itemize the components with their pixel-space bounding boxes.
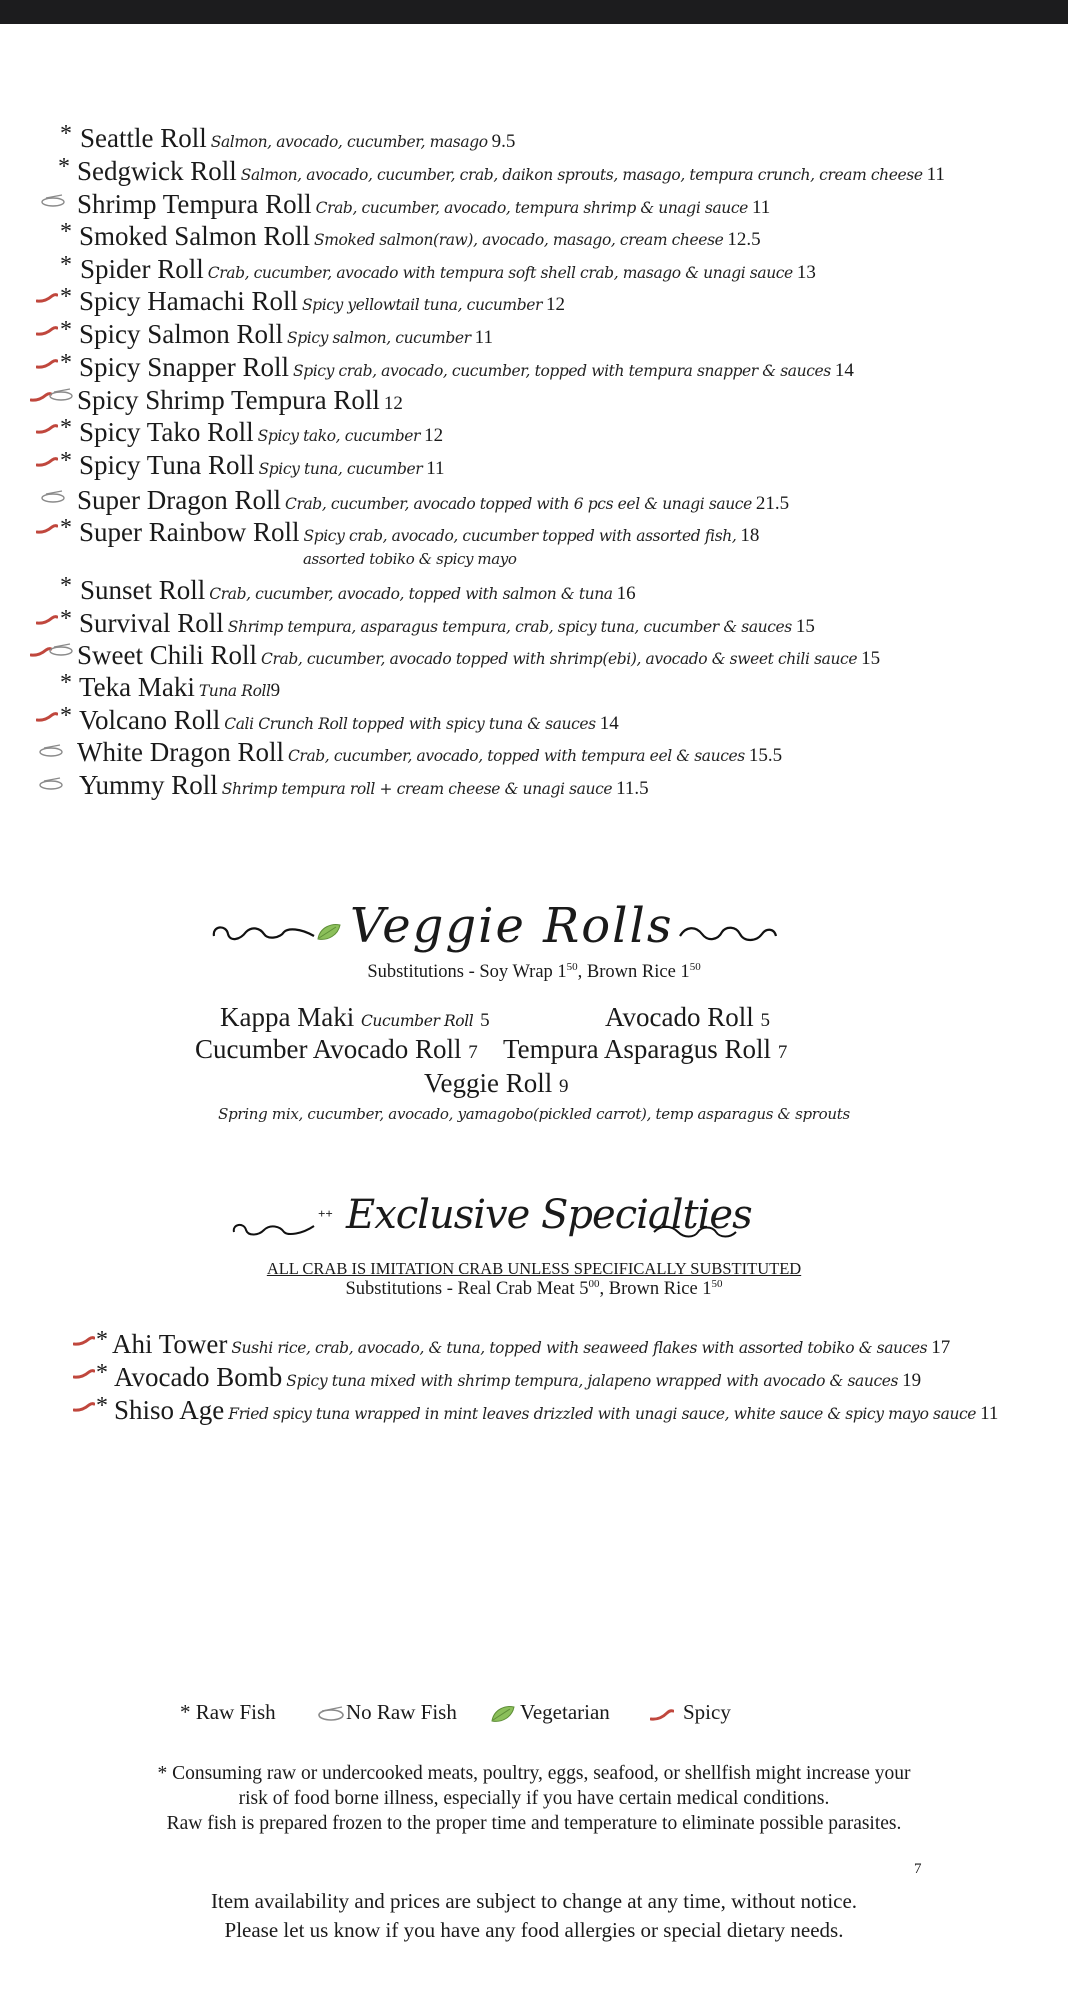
chili-pepper-icon bbox=[36, 457, 58, 467]
chili-pepper-icon bbox=[36, 359, 58, 369]
disclaimer-line: risk of food borne illness, especially if you have certain medical conditions. bbox=[238, 1788, 830, 1809]
swirl-ornament-icon bbox=[676, 920, 780, 951]
swirl-ornament-icon bbox=[210, 920, 318, 951]
leaf-icon bbox=[316, 923, 342, 946]
plate-icon bbox=[40, 490, 66, 504]
plate-icon bbox=[48, 388, 74, 402]
top-bar bbox=[0, 0, 1068, 24]
plate-icon bbox=[40, 194, 66, 208]
disclaimer-line: Raw fish is prepared frozen to the proper time and temperature to eliminate possible parasites. bbox=[166, 1813, 902, 1834]
leaf-icon bbox=[490, 1705, 516, 1728]
disclaimer-line: * Consuming raw or undercooked meats, poultry, eggs, seafood, or shellfish might increase your bbox=[157, 1763, 911, 1784]
chili-pepper-icon bbox=[36, 712, 58, 722]
chili-pepper-icon bbox=[73, 1402, 95, 1412]
page-number: 7 bbox=[914, 1861, 922, 1877]
chili-pepper-icon bbox=[36, 524, 58, 534]
chili-pepper-icon bbox=[73, 1369, 95, 1379]
list-item-continuation: assorted tobiko & spicy mayo bbox=[303, 550, 517, 568]
chili-pepper-icon bbox=[650, 1708, 674, 1726]
plate-icon bbox=[48, 643, 74, 657]
swirl-ornament-icon bbox=[652, 1220, 738, 1247]
chili-pepper-icon bbox=[36, 326, 58, 336]
section-title: Exclusive Specialties bbox=[346, 1192, 752, 1238]
footer-line: Please let us know if you have any food allergies or special dietary needs. bbox=[224, 1918, 844, 1942]
list-item: Tempura Asparagus Roll 7 bbox=[503, 1034, 788, 1064]
section-title: Veggie Rolls bbox=[350, 898, 674, 954]
legend-raw: * Raw Fish bbox=[180, 1700, 276, 1724]
chili-pepper-icon bbox=[36, 424, 58, 434]
list-item: Kappa Maki Cucumber Roll 5 bbox=[220, 1002, 490, 1032]
legend-vegetarian: Vegetarian bbox=[520, 1700, 610, 1724]
chili-pepper-icon bbox=[36, 615, 58, 625]
swirl-ornament-icon bbox=[230, 1218, 318, 1245]
plate-icon bbox=[38, 744, 64, 758]
list-item: Veggie Roll 9 bbox=[424, 1068, 569, 1098]
chili-pepper-icon bbox=[73, 1336, 95, 1346]
crab-notice: ALL CRAB IS IMITATION CRAB UNLESS SPECIFICALLY SUBSTITUTED bbox=[266, 1259, 802, 1278]
list-item: Avocado Roll 5 bbox=[605, 1002, 770, 1032]
list-item: Cucumber Avocado Roll 7 bbox=[195, 1034, 478, 1064]
footer-line: Item availability and prices are subject to change at any time, without notice. bbox=[210, 1889, 858, 1913]
exclusive-substitutions: Substitutions - Real Crab Meat $5^{00}$, Brown Rice $1^{50}$ bbox=[345, 1278, 723, 1300]
veggie-roll-description: Spring mix, cucumber, avocado, yamagobo(pickled carrot), temp asparagus & sprouts bbox=[218, 1105, 850, 1123]
legend-no-raw: No Raw Fish bbox=[346, 1700, 457, 1724]
veggie-substitutions: Substitutions - Soy Wrap $1^{50}$, Brown Rice $1^{50}$ bbox=[367, 961, 701, 983]
chili-pepper-icon bbox=[36, 293, 58, 303]
plate-icon bbox=[38, 777, 64, 791]
legend-spicy: Spicy bbox=[683, 1700, 731, 1724]
plate-icon bbox=[316, 1706, 346, 1727]
exclusive-marker: ++ bbox=[318, 1206, 333, 1221]
